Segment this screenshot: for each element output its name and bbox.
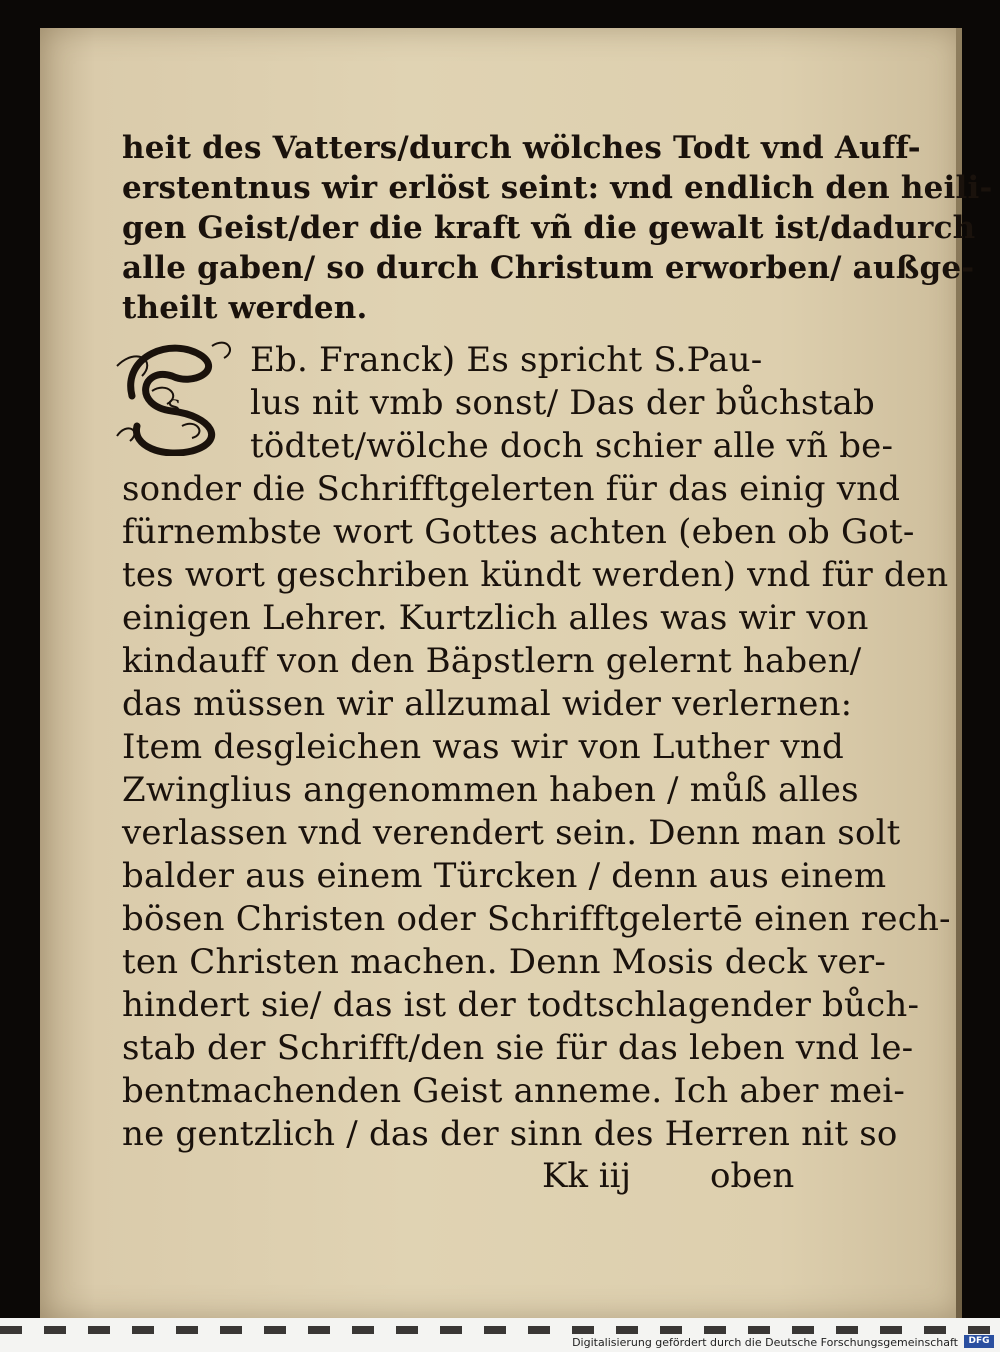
text-line: hindert sie/ das ist der todtschlagender bůch- bbox=[122, 985, 920, 1025]
text-line: einigen Lehrer. Kurtzlich alles was wir von bbox=[122, 598, 869, 638]
text-line: bentmachenden Geist anneme. Ich aber mei- bbox=[122, 1071, 906, 1111]
text-line: das müssen wir allzumal wider verlernen: bbox=[122, 684, 853, 724]
dfg-logo-icon: DFG bbox=[964, 1335, 994, 1348]
text-line: Item desgleichen was wir von Luther vnd bbox=[122, 727, 844, 767]
footer-credit: Digitalisierung gefördert durch die Deutsche Forschungsgemeinschaft bbox=[572, 1336, 958, 1349]
text-line: Eb. Franck) Es spricht S.Pau- bbox=[250, 340, 763, 380]
text-line: stab der Schrifft/den sie für das leben vnd le- bbox=[122, 1028, 914, 1068]
text-line: sonder die Schrifftgelerten für das einig vnd bbox=[122, 469, 901, 509]
catchword: oben bbox=[710, 1156, 795, 1196]
text-line: alle gaben/ so durch Christum erworben/ außge- bbox=[122, 250, 975, 286]
text-line: bösen Christen oder Schrifftgelertē einen rech- bbox=[122, 899, 951, 939]
text-line: heit des Vatters/durch wölches Todt vnd Auff- bbox=[122, 130, 921, 166]
text-line: kindauff von den Bäpstlern gelernt haben/ bbox=[122, 641, 862, 681]
scan-ruler bbox=[0, 1326, 1000, 1334]
text-line: gen Geist/der die kraft vñ die gewalt ist/dadurch bbox=[122, 210, 976, 246]
decorated-initial-icon bbox=[112, 336, 242, 456]
text-line: theilt werden. bbox=[122, 290, 368, 326]
book-page bbox=[40, 28, 993, 1318]
text-line: Zwinglius angenommen haben / můß alles bbox=[122, 770, 859, 810]
text-line: fürnembste wort Gottes achten (eben ob Got- bbox=[122, 512, 915, 552]
text-line: ne gentzlich / das der sinn des Herren nit so bbox=[122, 1114, 898, 1154]
signature-mark: Kk iij bbox=[542, 1156, 632, 1196]
text-line: balder aus einem Türcken / denn aus einem bbox=[122, 856, 887, 896]
text-line: ten Christen machen. Denn Mosis deck ver- bbox=[122, 942, 887, 982]
text-line: tödtet/wölche doch schier alle vñ be- bbox=[250, 426, 894, 466]
text-line: erstentnus wir erlöst seint: vnd endlich den heili- bbox=[122, 170, 993, 206]
text-line: verlassen vnd verendert sein. Denn man solt bbox=[122, 813, 901, 853]
text-line: lus nit vmb sonst/ Das der bůchstab bbox=[250, 383, 875, 423]
text-line: tes wort geschriben kündt werden) vnd für den bbox=[122, 555, 949, 595]
initial-letter: S bbox=[167, 395, 181, 419]
